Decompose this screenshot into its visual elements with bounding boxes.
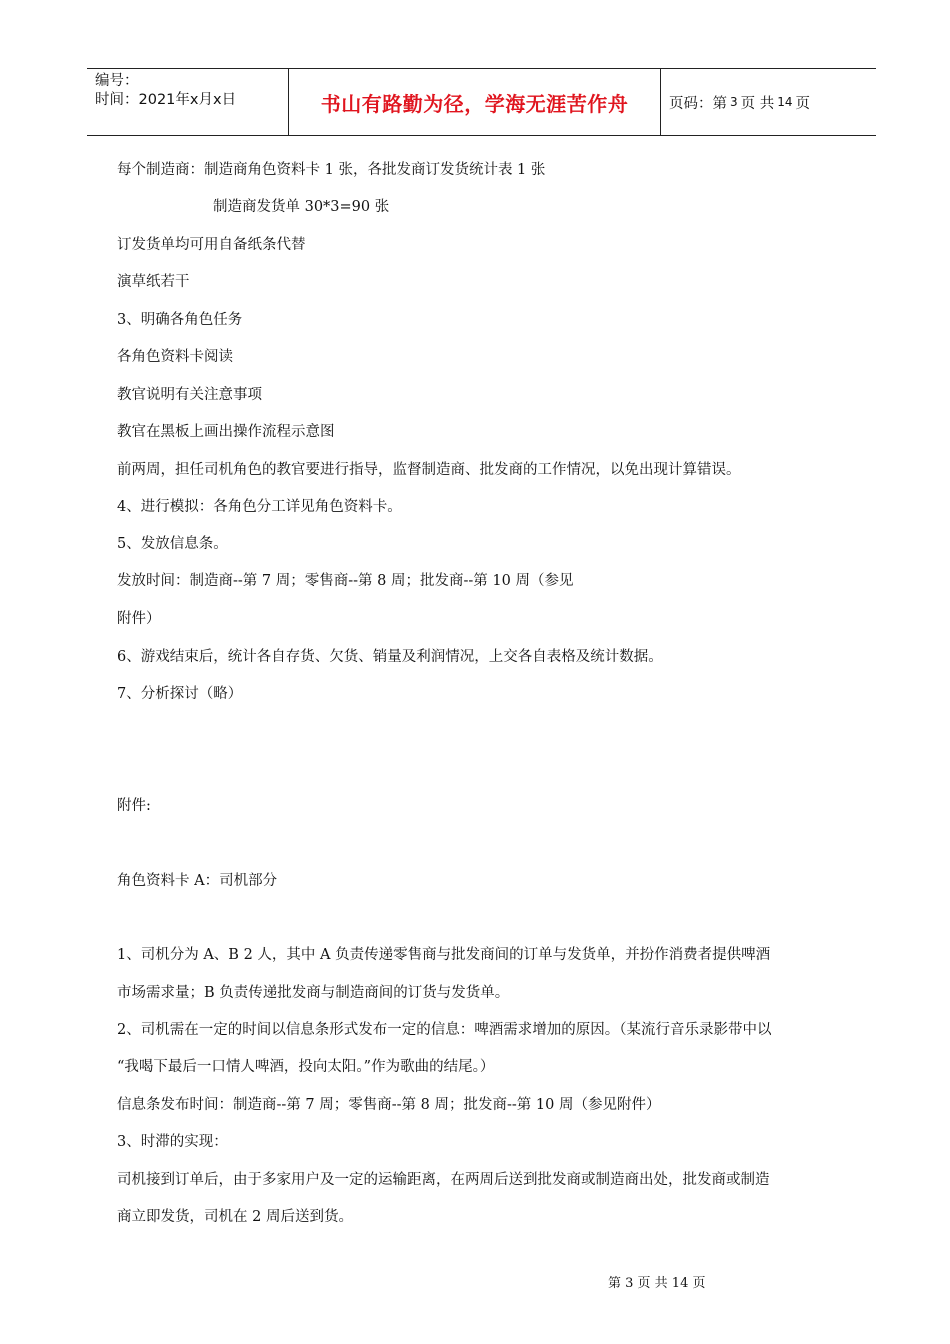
page-total: 14 bbox=[777, 95, 793, 109]
header-motto-cell bbox=[288, 69, 661, 135]
page-header bbox=[87, 68, 876, 136]
body-line: 各角色资料卡阅读 bbox=[117, 349, 233, 365]
body-line: 3、明确各角色任务 bbox=[117, 312, 243, 328]
body-line: 市场需求量；B 负责传递批发商与制造商间的订货与发货单。 bbox=[117, 985, 510, 1001]
body-line: 司机接到订单后，由于多家用户及一定的运输距离，在两周后送到批发商或制造商出处，批发商或制造 bbox=[117, 1172, 770, 1188]
body-line: 教官说明有关注意事项 bbox=[117, 387, 262, 403]
motto: 书山有路勤为径，学海无涯苦作舟 bbox=[320, 91, 629, 116]
body-line: 制造商发货单 30*3=90 张 bbox=[213, 199, 390, 215]
page-footer: 第 3 页 共 14 页 bbox=[608, 1276, 706, 1291]
body-line: 发放时间：制造商--第 7 周；零售商--第 8 周；批发商--第 10 周（参见 bbox=[117, 573, 574, 589]
body-line: 6、游戏结束后，统计各自存货、欠货、销量及利润情况，上交各自表格及统计数据。 bbox=[117, 649, 663, 665]
body-line: 商立即发货，司机在 2 周后送到货。 bbox=[117, 1209, 353, 1225]
body-line: 1、司机分为 A、B 2 人，其中 A 负责传递零售商与批发商间的订单与发货单，并扮作消费者提供啤酒 bbox=[117, 947, 771, 963]
page-suffix: 页 bbox=[795, 95, 811, 112]
body-line: 演草纸若干 bbox=[117, 274, 190, 290]
header-meta bbox=[87, 69, 288, 135]
body-line: 订发货单均可用自备纸条代替 bbox=[117, 237, 306, 253]
body-line: 角色资料卡 A：司机部分 bbox=[117, 873, 278, 889]
body-line: 7、分析探讨（略） bbox=[117, 686, 243, 702]
body-line: 3、时滞的实现： bbox=[117, 1134, 228, 1150]
body-line: 附件: bbox=[117, 798, 151, 814]
page-mid: 页 共 bbox=[740, 95, 775, 112]
body-line: 附件） bbox=[117, 611, 161, 627]
header-page-info bbox=[661, 69, 876, 135]
body-line: 4、进行模拟：各角色分工详见角色资料卡。 bbox=[117, 499, 402, 515]
body-line: “我喝下最后一口情人啤酒，投向太阳。”作为歌曲的结尾。） bbox=[117, 1059, 495, 1075]
page-prefix: 页码：第 bbox=[669, 95, 727, 112]
body-line: 教官在黑板上画出操作流程示意图 bbox=[117, 424, 335, 440]
number-label: 编号： bbox=[95, 73, 139, 89]
page-current: 3 bbox=[730, 95, 738, 109]
body-line: 信息条发布时间：制造商--第 7 周；零售商--第 8 周；批发商--第 10 周（参见附件） bbox=[117, 1097, 661, 1113]
body-line: 前两周，担任司机角色的教官要进行指导，监督制造商、批发商的工作情况，以免出现计算错误。 bbox=[117, 462, 741, 478]
body-line: 每个制造商：制造商角色资料卡 1 张，各批发商订发货统计表 1 张 bbox=[117, 162, 546, 178]
time-label: 时间：2021年x月x日 bbox=[95, 92, 237, 108]
body-line: 2、司机需在一定的时间以信息条形式发布一定的信息：啤酒需求增加的原因。（某流行音乐录影带中以 bbox=[117, 1022, 772, 1038]
body-line: 5、发放信息条。 bbox=[117, 536, 228, 552]
